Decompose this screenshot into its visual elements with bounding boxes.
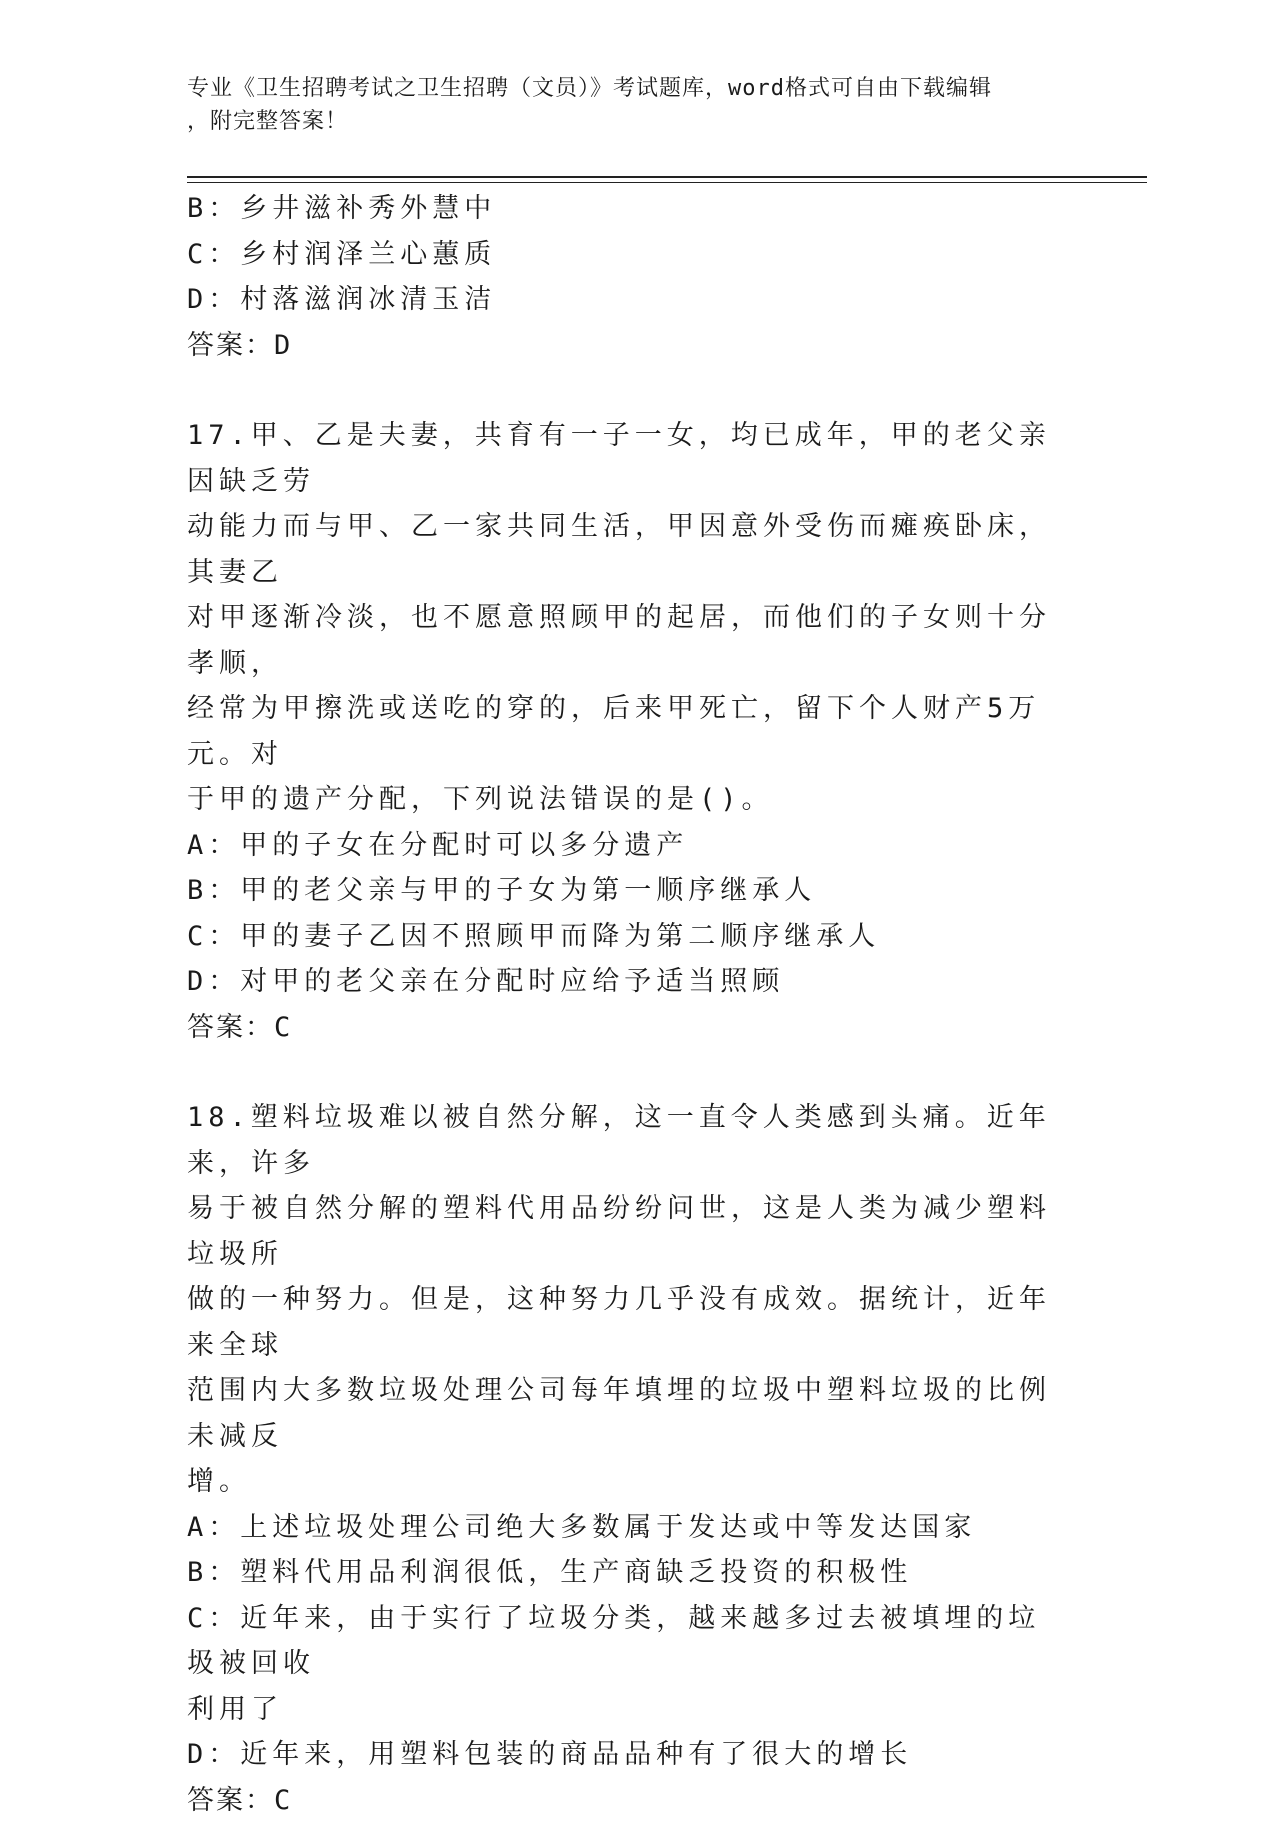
q17-stem-line: 动能力而与甲、乙一家共同生活，甲因意外受伤而瘫痪卧床，其妻乙 [187, 504, 1067, 595]
question-18 [187, 1095, 1067, 1823]
q17-option-b: B：甲的老父亲与甲的子女为第一顺序继承人 [187, 868, 1067, 914]
q17-answer: 答案：C [187, 1005, 1067, 1051]
header-divider-thick [187, 176, 1147, 178]
question-17 [187, 413, 1067, 1050]
q18-option-a: A：上述垃圾处理公司绝大多数属于发达或中等发达国家 [187, 1505, 1067, 1551]
q18-stem-line: 增。 [187, 1459, 1067, 1505]
q17-stem-line: 于甲的遗产分配，下列说法错误的是()。 [187, 777, 1067, 823]
spacer [187, 1050, 1067, 1095]
document-header [187, 72, 1087, 138]
header-divider-thin [187, 182, 1147, 183]
q18-stem-line: 易于被自然分解的塑料代用品纷纷问世，这是人类为减少塑料垃圾所 [187, 1186, 1067, 1277]
header-line-2: ，附完整答案！ [187, 105, 1087, 138]
q18-stem-line: 范围内大多数垃圾处理公司每年填埋的垃圾中塑料垃圾的比例未减反 [187, 1368, 1067, 1459]
q17-stem-line: 17.甲、乙是夫妻，共育有一子一女，均已成年，甲的老父亲因缺乏劳 [187, 413, 1067, 504]
q18-option-c-line-2: 利用了 [187, 1687, 1067, 1733]
q17-option-a: A：甲的子女在分配时可以多分遗产 [187, 823, 1067, 869]
q18-option-c-line-1: C：近年来，由于实行了垃圾分类，越来越多过去被填埋的垃圾被回收 [187, 1596, 1067, 1687]
q16-option-c: C：乡村润泽兰心蕙质 [187, 232, 1067, 278]
q17-option-d: D：对甲的老父亲在分配时应给予适当照顾 [187, 959, 1067, 1005]
header-line-1: 专业《卫生招聘考试之卫生招聘（文员）》考试题库，word格式可自由下载编辑 [187, 72, 1087, 105]
q17-stem-line: 经常为甲擦洗或送吃的穿的，后来甲死亡，留下个人财产5万元。对 [187, 686, 1067, 777]
q18-option-b: B：塑料代用品利润很低，生产商缺乏投资的积极性 [187, 1550, 1067, 1596]
question-16 [187, 186, 1067, 368]
q16-answer: 答案：D [187, 323, 1067, 369]
spacer [187, 368, 1067, 413]
q17-stem-line: 对甲逐渐冷淡，也不愿意照顾甲的起居，而他们的子女则十分孝顺， [187, 595, 1067, 686]
q16-option-d: D：村落滋润冰清玉洁 [187, 277, 1067, 323]
q18-answer: 答案：C [187, 1778, 1067, 1823]
q18-stem-line: 做的一种努力。但是，这种努力几乎没有成效。据统计，近年来全球 [187, 1277, 1067, 1368]
q16-option-b: B：乡井滋补秀外慧中 [187, 186, 1067, 232]
document-body [187, 186, 1067, 1823]
q18-option-d: D：近年来，用塑料包装的商品品种有了很大的增长 [187, 1732, 1067, 1778]
q18-stem-line: 18.塑料垃圾难以被自然分解，这一直令人类感到头痛。近年来，许多 [187, 1095, 1067, 1186]
q17-option-c: C：甲的妻子乙因不照顾甲而降为第二顺序继承人 [187, 914, 1067, 960]
